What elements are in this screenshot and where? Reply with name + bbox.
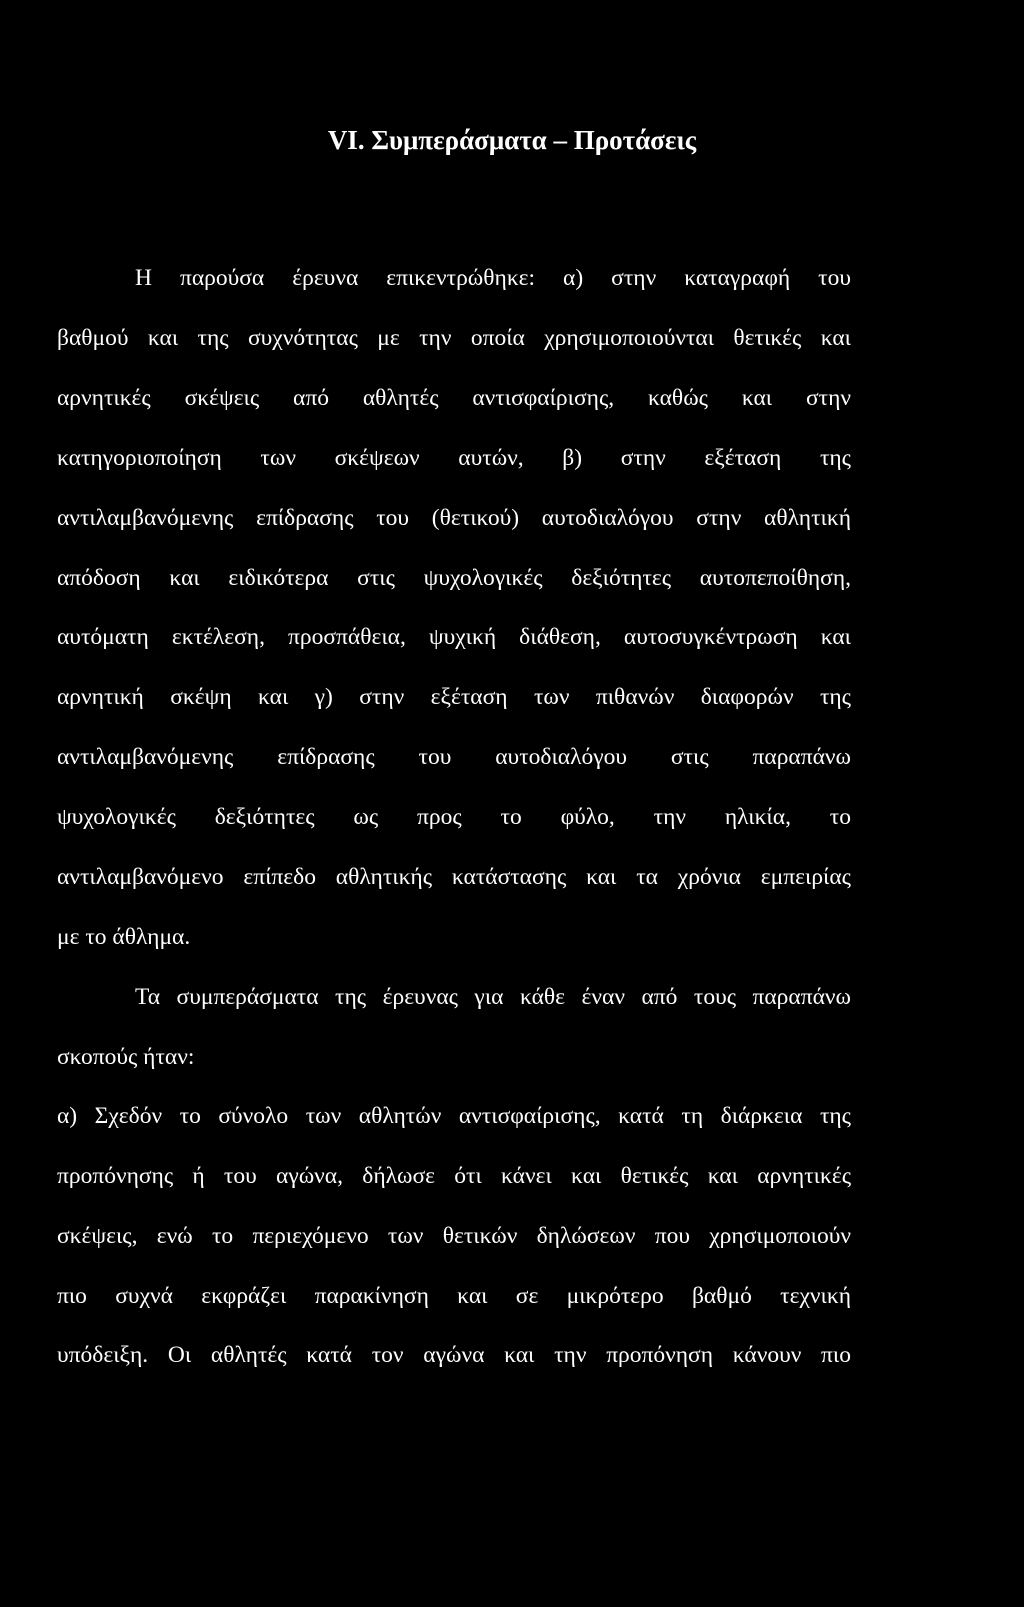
text-line: με το άθλημα. <box>57 924 191 950</box>
text-line: προπόνησης ή του αγώνα, δήλωσε ότι κάνει και θετικές και αρνητικές <box>57 1163 851 1189</box>
text-line: α) Σχεδόν το σύνολο των αθλητών αντισφαίρισης, κατά τη διάρκεια της <box>57 1103 851 1129</box>
text-line: Τα συμπεράσματα της έρευνας για κάθε έναν από τους παραπάνω <box>135 984 851 1010</box>
text-line: βαθμού και της συχνότητας με την οποία χρησιμοποιούνται θετικές και <box>57 325 851 351</box>
text-line: υπόδειξη. Οι αθλητές κατά τον αγώνα και την προπόνηση κάνουν πιο <box>57 1342 851 1368</box>
text-line: απόδοση και ειδικότερα στις ψυχολογικές δεξιότητες αυτοπεποίθηση, <box>57 565 851 591</box>
text-line: σκέψεις, ενώ το περιεχόμενο των θετικών δηλώσεων που χρησιμοποιούν <box>57 1223 851 1249</box>
text-line: αντιλαμβανόμενης επίδρασης του αυτοδιαλόγου στις παραπάνω <box>57 744 851 770</box>
text-line: αρνητική σκέψη και γ) στην εξέταση των πιθανών διαφορών της <box>57 684 851 710</box>
text-line: πιο συχνά εκφράζει παρακίνηση και σε μικρότερο βαθμό τεχνική <box>57 1283 851 1309</box>
text-line: Η παρούσα έρευνα επικεντρώθηκε: α) στην καταγραφή του <box>135 265 851 291</box>
text-line: ψυχολογικές δεξιότητες ως προς το φύλο, την ηλικία, το <box>57 804 851 830</box>
text-line: αντιλαμβανόμενης επίδρασης του (θετικού) αυτοδιαλόγου στην αθλητική <box>57 505 851 531</box>
text-line: αρνητικές σκέψεις από αθλητές αντισφαίρισης, καθώς και στην <box>57 385 851 411</box>
text-line: αντιλαμβανόμενο επίπεδο αθλητικής κατάστασης και τα χρόνια εμπειρίας <box>57 864 851 890</box>
text-line: αυτόματη εκτέλεση, προσπάθεια, ψυχική διάθεση, αυτοσυγκέντρωση και <box>57 624 851 650</box>
text-line: κατηγοριοποίηση των σκέψεων αυτών, β) στην εξέταση της <box>57 445 851 471</box>
text-line: σκοπούς ήταν: <box>57 1044 195 1070</box>
section-title: VI. Συμπεράσματα – Προτάσεις <box>327 125 697 155</box>
